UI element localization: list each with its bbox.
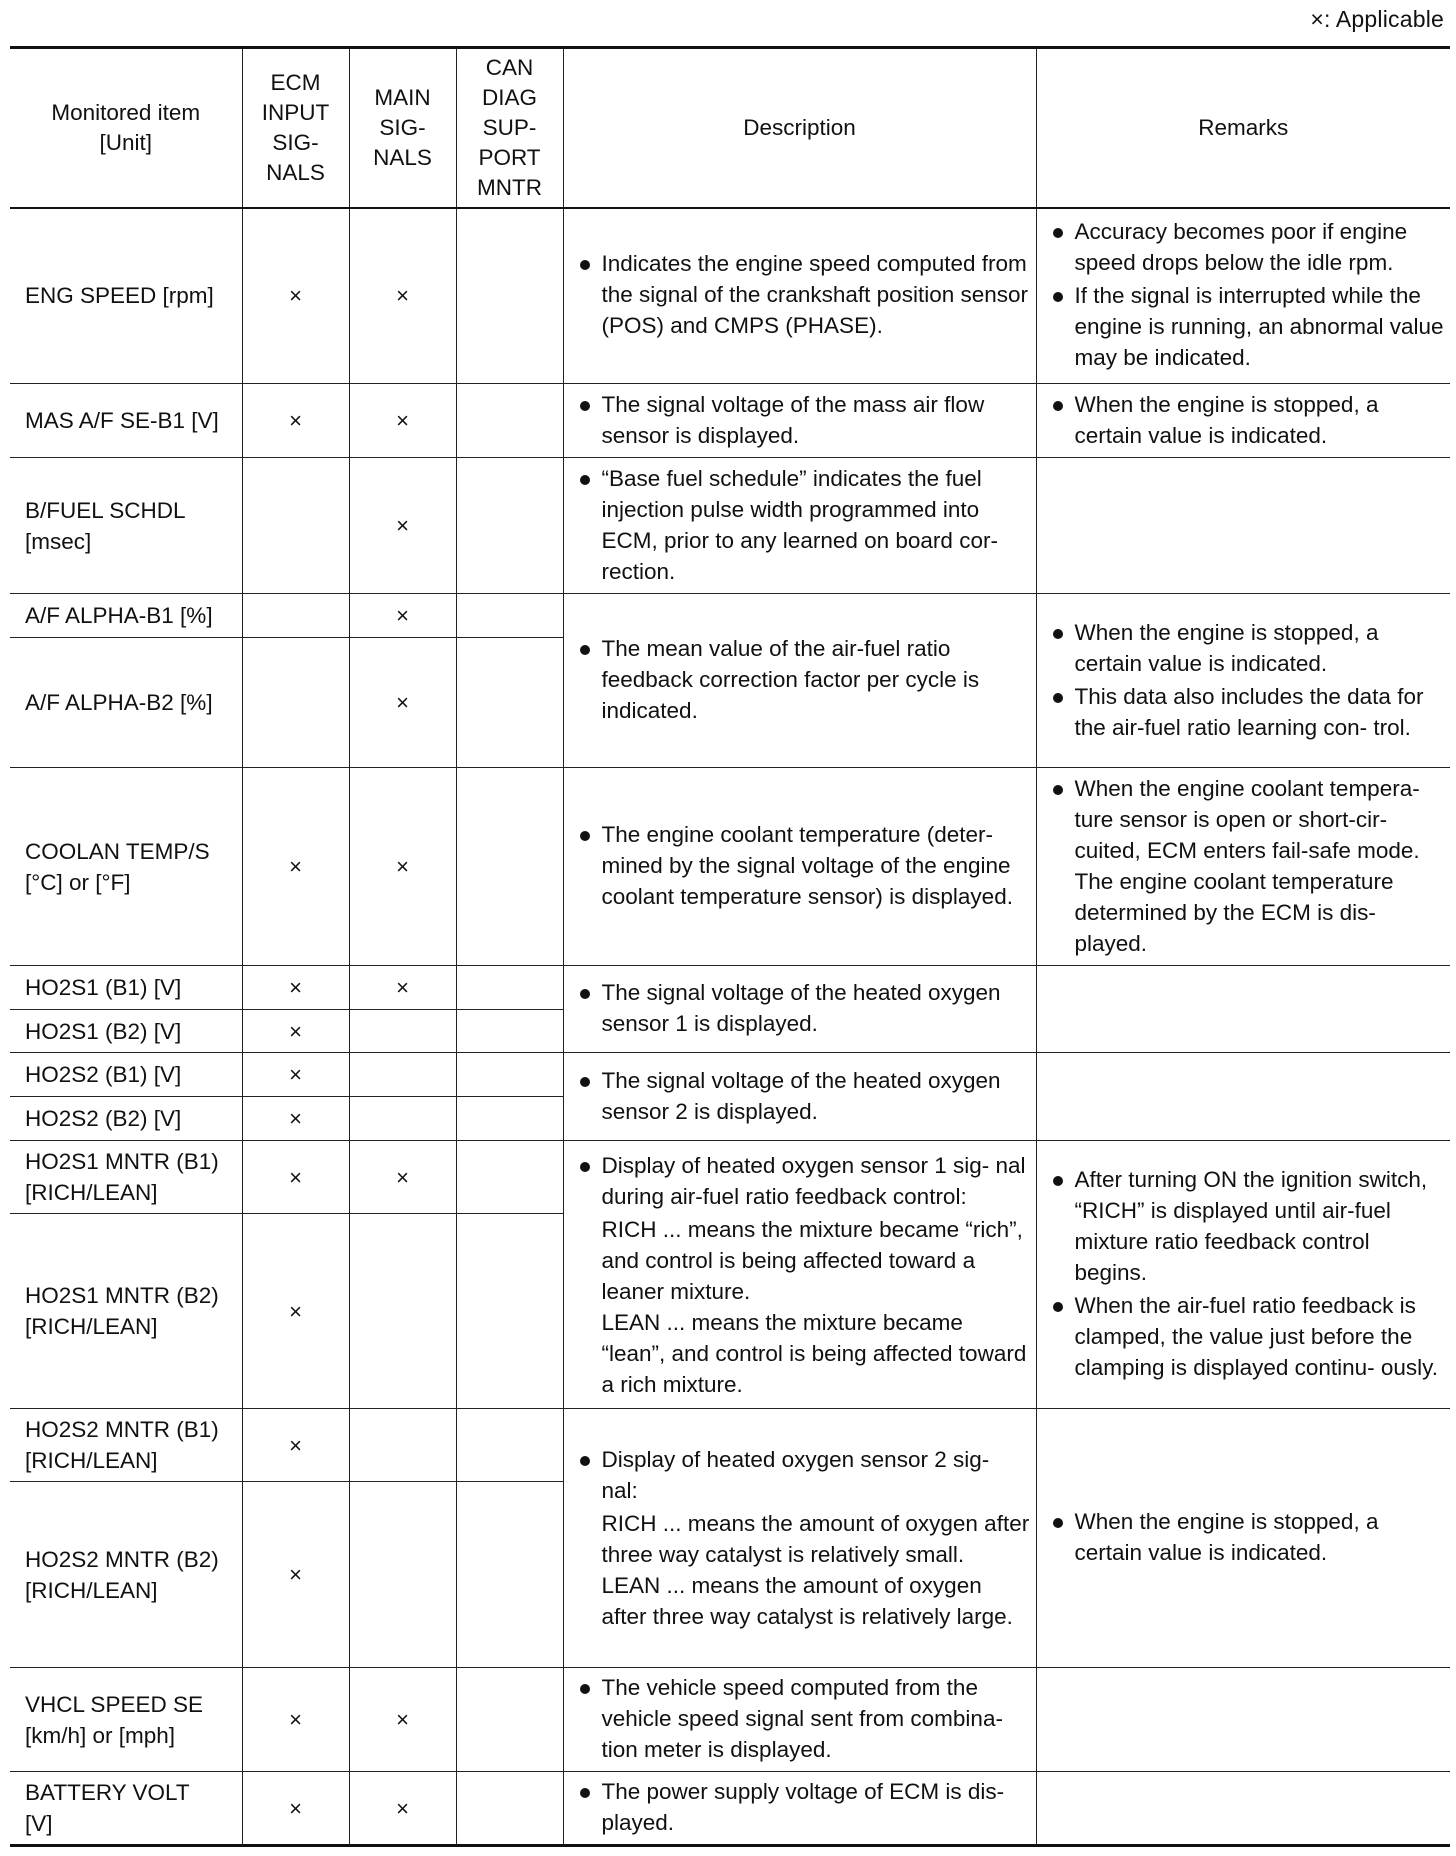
- ecm-input-mark: ×: [242, 1141, 349, 1214]
- remarks-cell: [1036, 1772, 1450, 1846]
- header-row: [10, 48, 1450, 208]
- table-row: [10, 966, 1450, 1010]
- header-main-signals: MAIN SIG- NALS: [349, 48, 456, 208]
- description-bullet: The power supply voltage of ECM is dis- played.: [576, 1776, 1030, 1838]
- ecm-input-mark: ×: [242, 1772, 349, 1846]
- can-diag-cell: [456, 1409, 563, 1482]
- can-diag-cell: [456, 594, 563, 638]
- ecm-input-mark: ×: [242, 1668, 349, 1772]
- remarks-cell: [1036, 768, 1450, 966]
- monitored-items-table: [10, 46, 1450, 1847]
- ecm-input-mark: ×: [242, 1482, 349, 1668]
- can-diag-cell: [456, 1668, 563, 1772]
- item-coolan-temp: COOLAN TEMP/S [°C] or [°F]: [10, 768, 242, 966]
- remark-bullet: When the air-fuel ratio feedback is clamped, the value just before the clamping is displayed continu- ously.: [1049, 1290, 1445, 1383]
- main-signals-cell: [349, 1097, 456, 1141]
- ecm-input-cell: [242, 594, 349, 638]
- ecm-input-cell: [242, 458, 349, 594]
- can-diag-cell: [456, 384, 563, 458]
- header-ecm-input-signals: ECM INPUT SIG- NALS: [242, 48, 349, 208]
- table-row: [10, 384, 1450, 458]
- remarks-cell: [1036, 458, 1450, 594]
- main-signals-cell: [349, 1482, 456, 1668]
- description-bullet: Display of heated oxygen sensor 2 sig- nal:: [576, 1444, 1030, 1506]
- remarks-cell: [1036, 208, 1450, 384]
- description-bullet: The signal voltage of the heated oxygen sensor 2 is displayed.: [576, 1065, 1030, 1127]
- main-signals-cell: [349, 1214, 456, 1409]
- description-cell: [563, 1141, 1036, 1409]
- description-cell: [563, 384, 1036, 458]
- description-bullet: The mean value of the air-fuel ratio feedback correction factor per cycle is indicated.: [576, 633, 1030, 726]
- main-signals-cell: [349, 1409, 456, 1482]
- description-cell: [563, 1053, 1036, 1141]
- ecm-input-mark: ×: [242, 1409, 349, 1482]
- item-ho2s1-mntr-b1: HO2S1 MNTR (B1) [RICH/LEAN]: [10, 1141, 242, 1214]
- item-eng-speed: ENG SPEED [rpm]: [10, 208, 242, 384]
- table-row: [10, 1141, 1450, 1214]
- ecm-input-mark: ×: [242, 1214, 349, 1409]
- main-signals-mark: ×: [349, 966, 456, 1010]
- applicable-legend: ×: Applicable: [1310, 6, 1444, 32]
- ecm-input-mark: ×: [242, 384, 349, 458]
- remarks-cell: [1036, 594, 1450, 768]
- description-cell: [563, 768, 1036, 966]
- item-ho2s2-b2: HO2S2 (B2) [V]: [10, 1097, 242, 1141]
- item-af-alpha-b2: A/F ALPHA-B2 [%]: [10, 638, 242, 768]
- item-bfuel-schdl: B/FUEL SCHDL [msec]: [10, 458, 242, 594]
- main-signals-mark: ×: [349, 768, 456, 966]
- header-description: Description: [563, 48, 1036, 208]
- description-bullet: The signal voltage of the heated oxygen sensor 1 is displayed.: [576, 977, 1030, 1039]
- remarks-cell: [1036, 384, 1450, 458]
- ecm-input-cell: [242, 638, 349, 768]
- item-ho2s2-mntr-b1: HO2S2 MNTR (B1) [RICH/LEAN]: [10, 1409, 242, 1482]
- main-signals-mark: ×: [349, 1668, 456, 1772]
- description-cell: [563, 1409, 1036, 1668]
- description-cell: [563, 1772, 1036, 1846]
- header-remarks: Remarks: [1036, 48, 1450, 208]
- ecm-input-mark: ×: [242, 1010, 349, 1053]
- remarks-cell: [1036, 1141, 1450, 1409]
- main-signals-mark: ×: [349, 1772, 456, 1846]
- table-row: [10, 1053, 1450, 1097]
- description-cell: [563, 458, 1036, 594]
- description-lean: LEAN ... means the mixture became “lean”, and control is being affected toward a rich mixture.: [601, 1309, 1027, 1397]
- ecm-input-mark: ×: [242, 1097, 349, 1141]
- remarks-cell: [1036, 1668, 1450, 1772]
- description-bullet: Display of heated oxygen sensor 1 sig- nal during air-fuel ratio feedback control:: [576, 1150, 1030, 1212]
- table-row: [10, 1668, 1450, 1772]
- remark-bullet: When the engine coolant tempera- ture sensor is open or short-cir- cuited, ECM enters fail-safe mode. The engine coolant temperature determined by the ECM is dis- played.: [1049, 773, 1445, 959]
- item-ho2s1-b2: HO2S1 (B2) [V]: [10, 1010, 242, 1053]
- description-bullet: The engine coolant temperature (deter- mined by the signal voltage of the engine coolant temperature sensor) is displayed.: [576, 819, 1030, 912]
- description-rich: RICH ... means the mixture became “rich”, and control is being affected toward a leaner mixture.: [601, 1216, 1023, 1304]
- can-diag-cell: [456, 1772, 563, 1846]
- table-row: [10, 1772, 1450, 1846]
- description-lean: LEAN ... means the amount of oxygen after three way catalyst is relatively large.: [601, 1573, 1013, 1629]
- main-signals-cell: [349, 1010, 456, 1053]
- remark-bullet: After turning ON the ignition switch, “RICH” is displayed until air-fuel mixture ratio feedback control begins.: [1049, 1164, 1445, 1288]
- item-ho2s2-b1: HO2S2 (B1) [V]: [10, 1053, 242, 1097]
- item-battery-volt: BATTERY VOLT [V]: [10, 1772, 242, 1846]
- table-row: [10, 594, 1450, 638]
- ecm-input-mark: ×: [242, 208, 349, 384]
- main-signals-mark: ×: [349, 638, 456, 768]
- ecm-input-mark: ×: [242, 966, 349, 1010]
- ecm-input-mark: ×: [242, 768, 349, 966]
- description-bullet: The vehicle speed computed from the vehicle speed signal sent from combina- tion meter is displayed.: [576, 1672, 1030, 1765]
- item-vhcl-speed: VHCL SPEED SE [km/h] or [mph]: [10, 1668, 242, 1772]
- remark-bullet: When the engine is stopped, a certain value is indicated.: [1049, 389, 1445, 451]
- item-ho2s2-mntr-b2: HO2S2 MNTR (B2) [RICH/LEAN]: [10, 1482, 242, 1668]
- can-diag-cell: [456, 966, 563, 1010]
- can-diag-cell: [456, 208, 563, 384]
- table-row: [10, 768, 1450, 966]
- header-monitored-item: Monitored item [Unit]: [10, 48, 242, 208]
- remarks-cell: [1036, 966, 1450, 1053]
- ecm-input-mark: ×: [242, 1053, 349, 1097]
- main-signals-mark: ×: [349, 1141, 456, 1214]
- remarks-cell: [1036, 1409, 1450, 1668]
- table-row: [10, 458, 1450, 594]
- main-signals-mark: ×: [349, 208, 456, 384]
- can-diag-cell: [456, 458, 563, 594]
- can-diag-cell: [456, 1214, 563, 1409]
- can-diag-cell: [456, 768, 563, 966]
- remark-bullet: When the engine is stopped, a certain value is indicated.: [1049, 1506, 1445, 1568]
- description-cell: [563, 594, 1036, 768]
- item-af-alpha-b1: A/F ALPHA-B1 [%]: [10, 594, 242, 638]
- table-row: [10, 208, 1450, 384]
- can-diag-cell: [456, 1482, 563, 1668]
- can-diag-cell: [456, 1053, 563, 1097]
- remarks-cell: [1036, 1053, 1450, 1141]
- main-signals-mark: ×: [349, 384, 456, 458]
- item-mas-af: MAS A/F SE-B1 [V]: [10, 384, 242, 458]
- description-bullet: “Base fuel schedule” indicates the fuel injection pulse width programmed into ECM, prior to any learned on board cor- rection.: [576, 463, 1030, 587]
- main-signals-mark: ×: [349, 594, 456, 638]
- remark-bullet: If the signal is interrupted while the engine is running, an abnormal value may be indicated.: [1049, 280, 1445, 373]
- description-cell: [563, 966, 1036, 1053]
- item-ho2s1-b1: HO2S1 (B1) [V]: [10, 966, 242, 1010]
- remark-bullet: This data also includes the data for the air-fuel ratio learning con- trol.: [1049, 681, 1445, 743]
- description-cell: [563, 1668, 1036, 1772]
- remark-bullet: When the engine is stopped, a certain value is indicated.: [1049, 617, 1445, 679]
- item-ho2s1-mntr-b2: HO2S1 MNTR (B2) [RICH/LEAN]: [10, 1214, 242, 1409]
- description-bullet: Indicates the engine speed computed from the signal of the crankshaft position sensor (POS) and CMPS (PHASE).: [576, 248, 1030, 341]
- description-cell: [563, 208, 1036, 384]
- header-can-diag-support-mntr: CAN DIAG SUP- PORT MNTR: [456, 48, 563, 208]
- can-diag-cell: [456, 1097, 563, 1141]
- table-row: [10, 1409, 1450, 1482]
- can-diag-cell: [456, 1141, 563, 1214]
- can-diag-cell: [456, 1010, 563, 1053]
- main-signals-mark: ×: [349, 458, 456, 594]
- main-signals-cell: [349, 1053, 456, 1097]
- description-rich: RICH ... means the amount of oxygen after three way catalyst is relatively small.: [601, 1511, 1030, 1567]
- can-diag-cell: [456, 638, 563, 768]
- remark-bullet: Accuracy becomes poor if engine speed drops below the idle rpm.: [1049, 216, 1445, 278]
- description-bullet: The signal voltage of the mass air flow sensor is displayed.: [576, 389, 1030, 451]
